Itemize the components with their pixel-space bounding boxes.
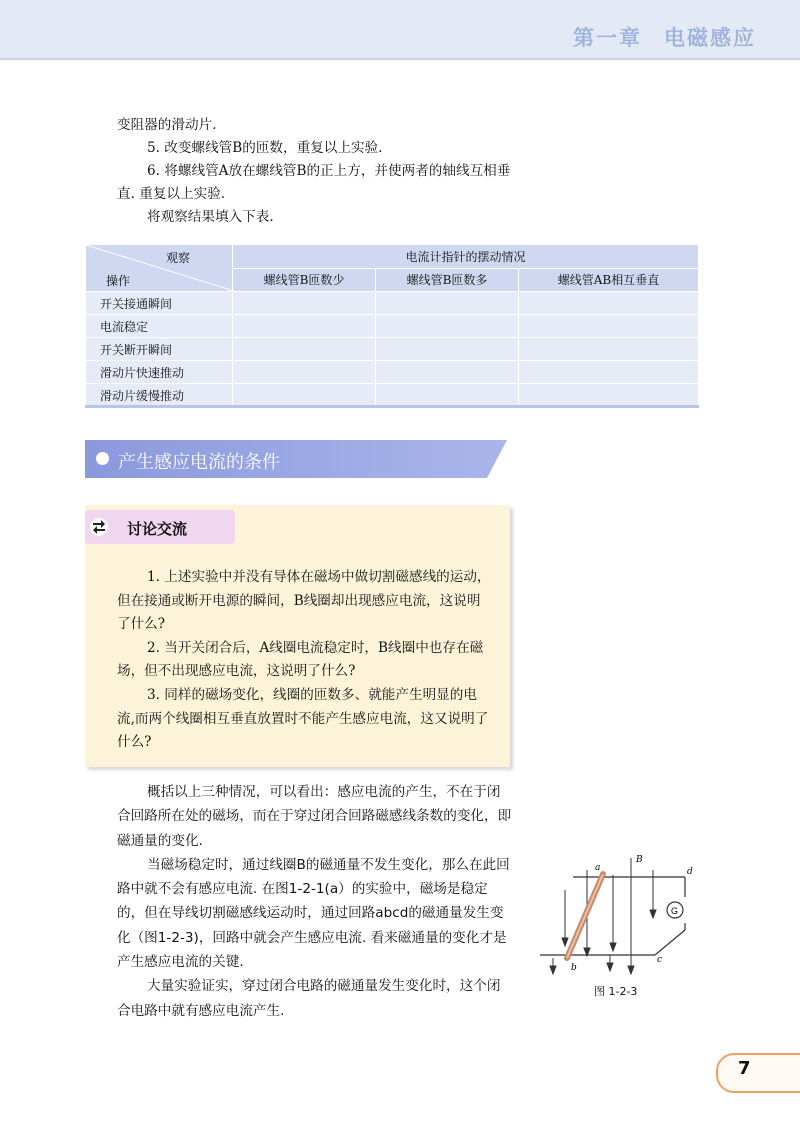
- paragraph-3: 大量实验证实，穿过闭合电路的磁通量发生变化时，这个闭合电路中就有感应电流产生.: [117, 978, 501, 1019]
- table-row: [86, 338, 699, 361]
- table-bottom-rule: [85, 405, 699, 408]
- fill-instruction: 将观察结果填入下表.: [147, 209, 274, 225]
- table-cell: [233, 292, 376, 315]
- table-row: [86, 315, 699, 338]
- body-text: [117, 780, 512, 1023]
- discussion-arrows-icon: [90, 518, 108, 536]
- row-label: 开关接通瞬间: [86, 292, 233, 315]
- step-6: 6. 将螺线管A放在螺线管B的正上方，并使两者的轴线互相垂直. 重复以上实验.: [117, 163, 511, 202]
- label-G: G: [671, 906, 679, 916]
- row-label: 电流稳定: [86, 315, 233, 338]
- discussion-questions: [117, 566, 492, 755]
- question-2: 2. 当开关闭合后，A线圈电流稳定时，B线圈中也存在磁场，但不出现感应电流，这说明了什么?: [117, 639, 484, 680]
- discussion-title: 讨论交流: [127, 520, 188, 538]
- table-row: [86, 361, 699, 384]
- paragraph-1: 概括以上三种情况，可以看出：感应电流的产生，不在于闭合回路所在处的磁场，而在于穿过闭合回路磁感线条数的变化，即磁通量的变化.: [117, 784, 512, 849]
- table-cell: [376, 384, 519, 407]
- table-row: [86, 292, 699, 315]
- chapter-number: 第一章: [573, 26, 642, 50]
- table-cell: [376, 315, 519, 338]
- chapter-title: 电磁感应: [664, 26, 756, 50]
- paragraph-2: 当磁场稳定时，通过线圈B的磁通量不发生变化，那么在此回路中就不会有感应电流. 在图1-2-1(a）的实验中，磁场是稳定的，但在导线切割磁感线运动时，通过回路abcd的磁通量发生变化（图1-2-3)，回路中就会产生感应电流. 看来磁通量的变化才是产生感应电流的关键.: [117, 856, 510, 971]
- observation-table: [85, 244, 699, 407]
- table-cell: [376, 361, 519, 384]
- figure-caption: 图 1-2-3: [594, 985, 638, 998]
- chapter-heading: [573, 22, 756, 52]
- label-B: B: [636, 855, 643, 865]
- row-label: 滑动片缓慢推动: [86, 384, 233, 407]
- table-cell: [519, 361, 699, 384]
- bullet-dot-icon: [96, 452, 109, 465]
- row-label: 滑动片快速推动: [86, 361, 233, 384]
- column-header: 螺线管B匝数多: [376, 268, 519, 292]
- table-cell: [519, 338, 699, 361]
- table-cell: [519, 315, 699, 338]
- table-cell: [376, 338, 519, 361]
- step-5: 5. 改变螺线管B的匝数，重复以上实验.: [147, 140, 383, 156]
- column-header: 螺线管AB相互垂直: [519, 268, 699, 292]
- row-label: 开关断开瞬间: [86, 338, 233, 361]
- label-b: b: [571, 963, 577, 973]
- table-cell: [519, 292, 699, 315]
- figure-1-2-3: [535, 850, 705, 980]
- table-row: [86, 384, 699, 407]
- corner-observe: 观察: [166, 251, 191, 265]
- table-group-header: 电流计指针的摆动情况: [233, 245, 699, 269]
- table-cell: [233, 315, 376, 338]
- table-cell: [233, 338, 376, 361]
- question-1: 1. 上述实验中并没有导体在磁场中做切割磁感线的运动，但在接通或断开电源的瞬间，B线圈却出现感应电流，这说明了什么?: [117, 569, 491, 633]
- table-corner: [86, 245, 233, 292]
- table-cell: [233, 361, 376, 384]
- label-d: d: [687, 867, 693, 877]
- label-c: c: [657, 955, 663, 965]
- label-a: a: [595, 863, 601, 873]
- question-3: 3. 同样的磁场变化，线圈的匝数多、就能产生明显的电流,而两个线圈相互垂直放置时不能产生感应电流，这又说明了什么?: [117, 686, 489, 751]
- table-cell: [376, 292, 519, 315]
- page-number-tab: [716, 1053, 800, 1093]
- table-cell: [233, 384, 376, 407]
- page-number: 7: [738, 1058, 751, 1079]
- intro-line: 变阻器的滑动片.: [117, 117, 217, 133]
- header-divider: [0, 58, 800, 60]
- column-header: 螺线管B匝数少: [233, 268, 376, 292]
- corner-operation: 操作: [106, 274, 131, 288]
- table-cell: [519, 384, 699, 407]
- section-title: 产生感应电流的条件: [118, 452, 280, 473]
- sliding-rod-highlight: [567, 874, 603, 958]
